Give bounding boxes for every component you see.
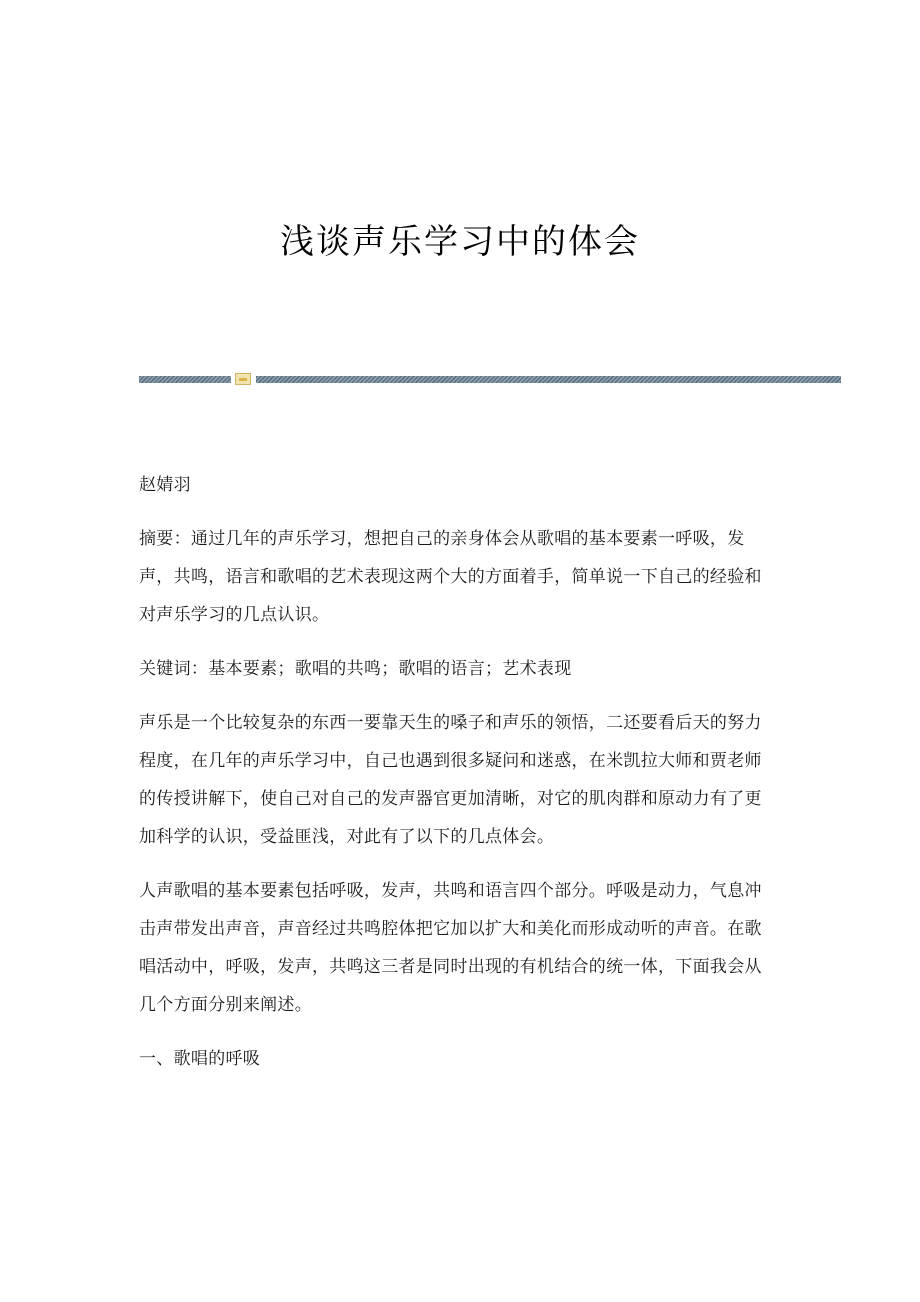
document-title: 浅谈声乐学习中的体会	[280, 222, 640, 262]
divider-ornament-icon	[235, 373, 251, 385]
body-paragraph: 声乐是一个比较复杂的东西一要靠天生的嗓子和声乐的领悟，二还要看后天的努力程度，在几年的声乐学习中，自己也遇到很多疑问和迷惑，在米凯拉大师和贾老师的传授讲解下，使自己对自己的发声器官更加清晰，对它的肌肉群和原动力有了更加科学的认识，受益匪浅，对此有了以下的几点体会。	[139, 713, 762, 847]
body-paragraph: 人声歌唱的基本要素包括呼吸，发声，共鸣和语言四个部分。呼吸是动力，气息冲击声带发出声音，声音经过共鸣腔体把它加以扩大和美化而形成动听的声音。在歌唱活动中，呼吸，发声，共鸣这三者是同时出现的有机结合的统一体，下面我会从几个方面分别来阐述。	[139, 881, 762, 1015]
document-body	[139, 466, 771, 1094]
abstract-paragraph: 摘要：通过几年的声乐学习，想把自己的亲身体会从歌唱的基本要素一呼吸，发声，共鸣，语言和歌唱的艺术表现这两个大的方面着手，简单说一下自己的经验和对声乐学习的几点认识。	[139, 529, 762, 625]
keywords-paragraph: 关键词：基本要素；歌唱的共鸣；歌唱的语言；艺术表现	[139, 659, 572, 679]
divider-bar-right	[256, 376, 841, 383]
section-heading: 一、歌唱的呼吸	[139, 1049, 261, 1069]
divider-bar-left	[139, 376, 231, 383]
author-name: 赵婧羽	[139, 475, 191, 495]
title-divider	[139, 373, 841, 385]
